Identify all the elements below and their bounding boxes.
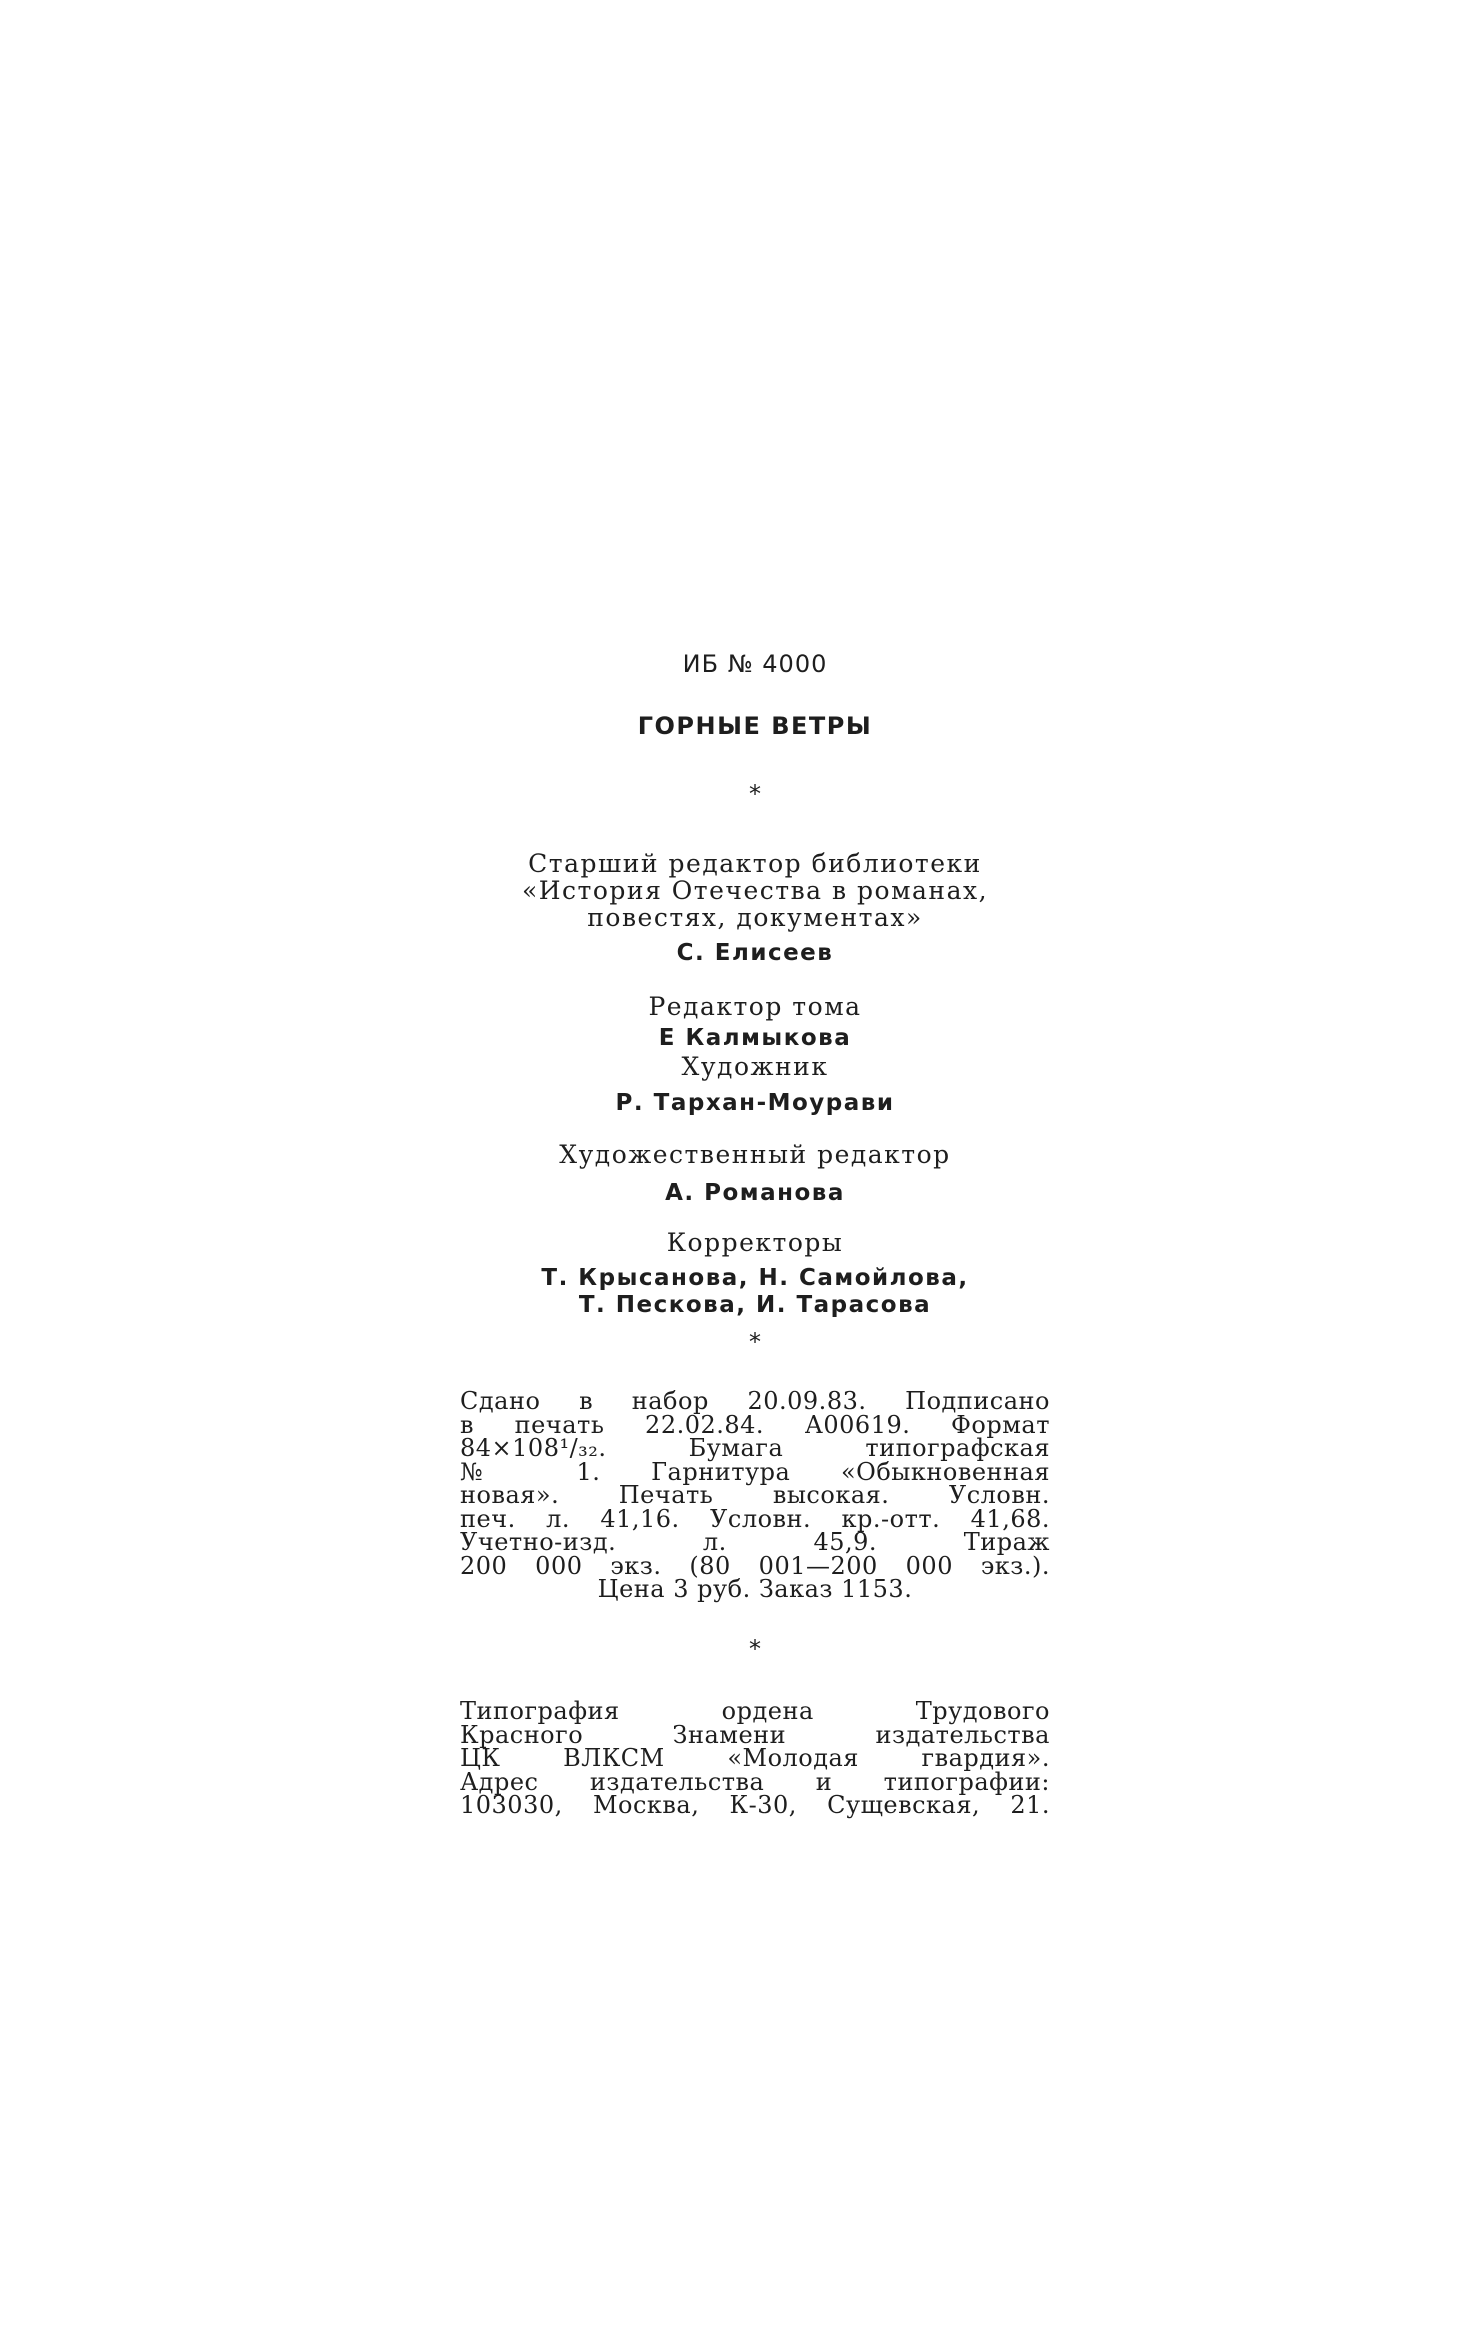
volume-editor-role: Редактор тома [648,992,862,1021]
artist-name: Р. Тархан-Моурави [615,1090,895,1116]
printer-line: 103030, Москва, К-30, Сущевская, 21. [460,1791,1050,1819]
senior-editor-name: С. Елисеев [676,940,834,966]
separator-star-2: * [749,1328,761,1356]
senior-editor-role [460,850,1050,931]
proofreaders-role: Корректоры [666,1228,844,1257]
book-title: ГОРНЫЕ ВЕТРЫ [637,712,873,740]
proofreaders-line: Т. Пескова, И. Тарасова [578,1292,932,1318]
print-info-line: 84×108¹/₃₂. Бумага типографская [460,1434,1050,1462]
print-info-line: в печать 22.02.84. А00619. Формат [460,1410,1050,1439]
print-info-line: Учетно-изд. л. 45,9. Тираж [460,1528,1050,1556]
print-info-line: 200 000 экз. (80 001—200 000 экз.). [460,1551,1050,1580]
art-editor-role: Художественный редактор [559,1140,951,1169]
printer-line: ЦК ВЛКСМ «Молодая гвардия». [460,1744,1050,1772]
artist-role: Художник [681,1052,829,1081]
print-info-line: новая». Печать высокая. Условн. [460,1481,1050,1509]
print-info-line: № 1. Гарнитура «Обыкновенная [460,1457,1050,1486]
senior-editor-role-line: повестях, документах» [587,903,923,932]
separator-star-1: * [749,780,761,808]
proofreaders-line: Т. Крысанова, Н. Самойлова, [541,1265,969,1291]
print-info [460,1387,1050,1603]
print-info-line: Сдано в набор 20.09.83. Подписано [460,1387,1050,1415]
art-editor-name: А. Романова [665,1180,845,1206]
senior-editor-role-line: Старший редактор библиотеки [528,849,982,878]
print-info-line: печ. л. 41,16. Условн. кр.-отт. 41,68. [460,1504,1050,1533]
volume-editor-name: Е Калмыкова [658,1025,852,1051]
printer-info [460,1697,1050,1819]
printer-line: Типография ордена Трудового [460,1697,1050,1725]
price-line: Цена 3 руб. Заказ 1153. [597,1575,913,1603]
printer-line: Красного Знамени издательства [460,1720,1050,1749]
printer-line: Адрес издательства и типографии: [460,1767,1050,1796]
separator-star-3: * [749,1635,761,1663]
proofreaders-names [460,1265,1050,1319]
ib-number: ИБ № 4000 [682,650,828,678]
senior-editor-role-line: «История Отечества в романах, [521,876,989,905]
